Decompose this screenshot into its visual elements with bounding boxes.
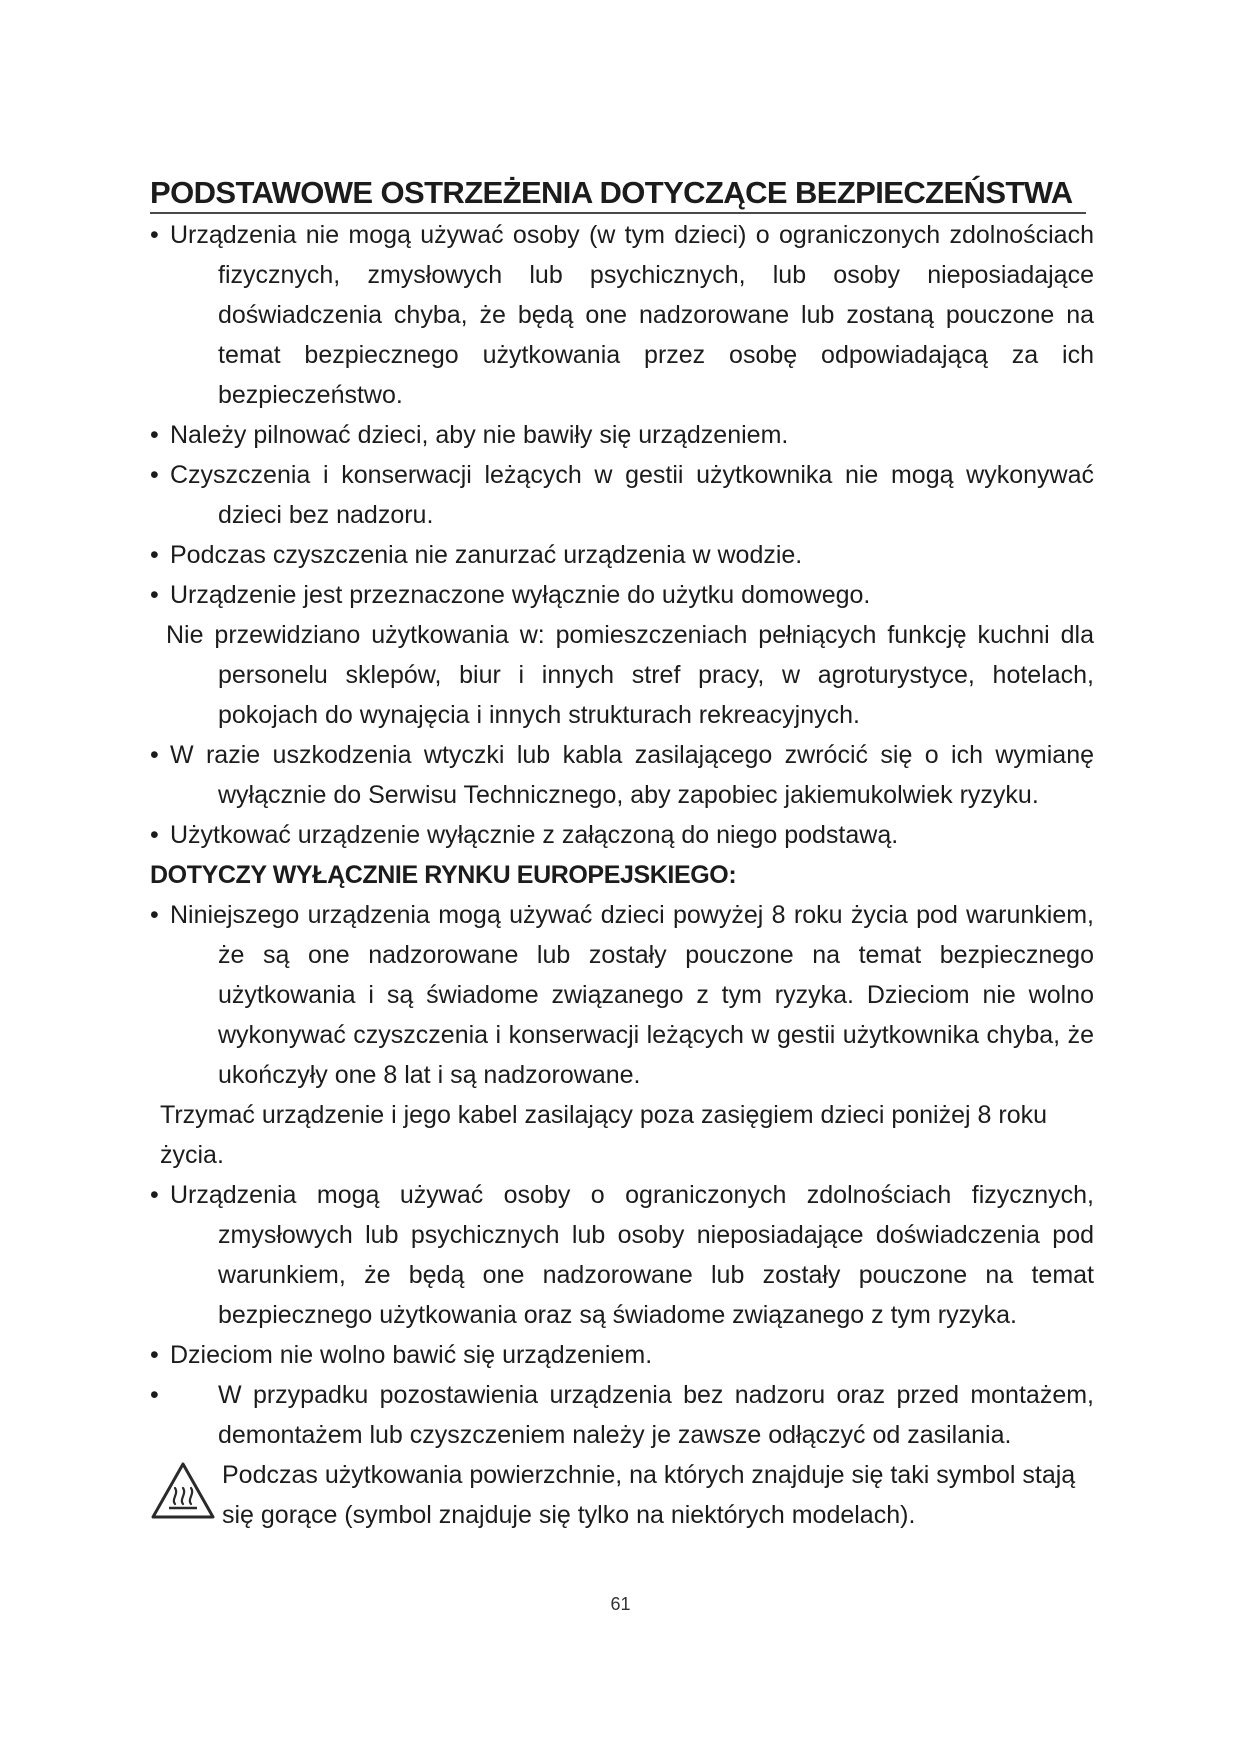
page-title: PODSTAWOWE OSTRZEŻENIA DOTYCZĄCE BEZPIECZEŃSTWA — [150, 176, 1086, 214]
bullet-icon: • — [150, 221, 159, 249]
domestic-use-note: Nie przewidziano użytkowania w: pomieszczeniach pełniących funkcję kuchni dla personelu sklepów, biur i innych stref pracy, w agroturystyce, hotelach, pokojach do wynajęcia i innych strukturach rekreacyjnych. — [166, 621, 1094, 729]
list-item: • Należy pilnować dzieci, aby nie bawiły się urządzeniem. — [150, 415, 1094, 455]
bullet-icon: • — [150, 821, 159, 849]
list-item: • W przypadku pozostawienia urządzenia bez nadzoru oraz przed montażem, demontażem lub czyszczeniem należy je zawsze odłączyć od zasilania. — [150, 1375, 1094, 1455]
hot-surface-warning-icon — [150, 1461, 216, 1521]
safety-warnings — [150, 215, 1094, 1535]
bullet-icon: • — [150, 581, 159, 609]
list-item: • Podczas czyszczenia nie zanurzać urządzenia w wodzie. — [150, 535, 1094, 575]
list-item: • Dzieciom nie wolno bawić się urządzeniem. — [150, 1335, 1094, 1375]
hot-surface-warning — [150, 1455, 1094, 1535]
page-number: 61 — [610, 1594, 631, 1614]
bullet-icon: • — [150, 461, 159, 489]
bullet-icon: • — [150, 421, 159, 449]
list-item: • W razie uszkodzenia wtyczki lub kabla zasilającego zwrócić się o ich wymianę wyłącznie do Serwisu Technicznego, aby zapobiec jakiemukolwiek ryzyku. — [150, 735, 1094, 815]
bullet-icon: • — [150, 1381, 159, 1409]
bullet-icon: • — [150, 901, 159, 929]
list-item: • Użytkować urządzenie wyłącznie z załączoną do niego podstawą. — [150, 815, 1094, 855]
list-item: • Urządzenia mogą używać osoby o ograniczonych zdolnościach fizycznych, zmysłowych lub psychicznych lub osoby nieposiadające doświadczenia pod warunkiem, że będą one nadzorowane lub zostały pouczone na temat bezpiecznego użytkowania oraz są świadome związanego z tym ryzyka. — [150, 1175, 1094, 1335]
list-item: • Niniejszego urządzenia mogą używać dzieci powyżej 8 roku życia pod warunkiem, że są one nadzorowane lub zostały pouczone na temat bezpiecznego użytkowania i są świadome związanego z tym ryzyka. Dzieciom nie wolno wykonywać czyszczenia i konserwacji leżących w gestii użytkownika chyba, że ukończyły one 8 lat i są nadzorowane. — [150, 895, 1094, 1095]
bullet-icon: • — [150, 541, 159, 569]
list-item: • Czyszczenia i konserwacji leżących w gestii użytkownika nie mogą wykonywać dzieci bez nadzoru. — [150, 455, 1094, 535]
list-item: • Urządzenia nie mogą używać osoby (w tym dzieci) o ograniczonych zdolnościach fizycznych, zmysłowych lub psychicznych, lub osoby nieposiadające doświadczenia chyba, że będą one nadzorowane lub zostaną pouczone na temat bezpiecznego użytkowania przez osobę odpowiadającą za ich bezpieczeństwo. — [150, 215, 1094, 415]
cable-note: Trzymać urządzenie i jego kabel zasilający poza zasięgiem dzieci poniżej 8 roku życia. — [160, 1101, 1047, 1169]
bullet-icon: • — [150, 741, 159, 769]
bullet-icon: • — [150, 1341, 159, 1369]
eu-section-heading: DOTYCZY WYŁĄCZNIE RYNKU EUROPEJSKIEGO: — [150, 861, 737, 889]
hot-surface-text: Podczas użytkowania powierzchnie, na których znajduje się taki symbol stają się gorące (symbol znajduje się tylko na niektórych modelach). — [222, 1461, 1076, 1529]
bullet-icon: • — [150, 1181, 159, 1209]
list-item: • Urządzenie jest przeznaczone wyłącznie do użytku domowego. — [150, 575, 1094, 615]
